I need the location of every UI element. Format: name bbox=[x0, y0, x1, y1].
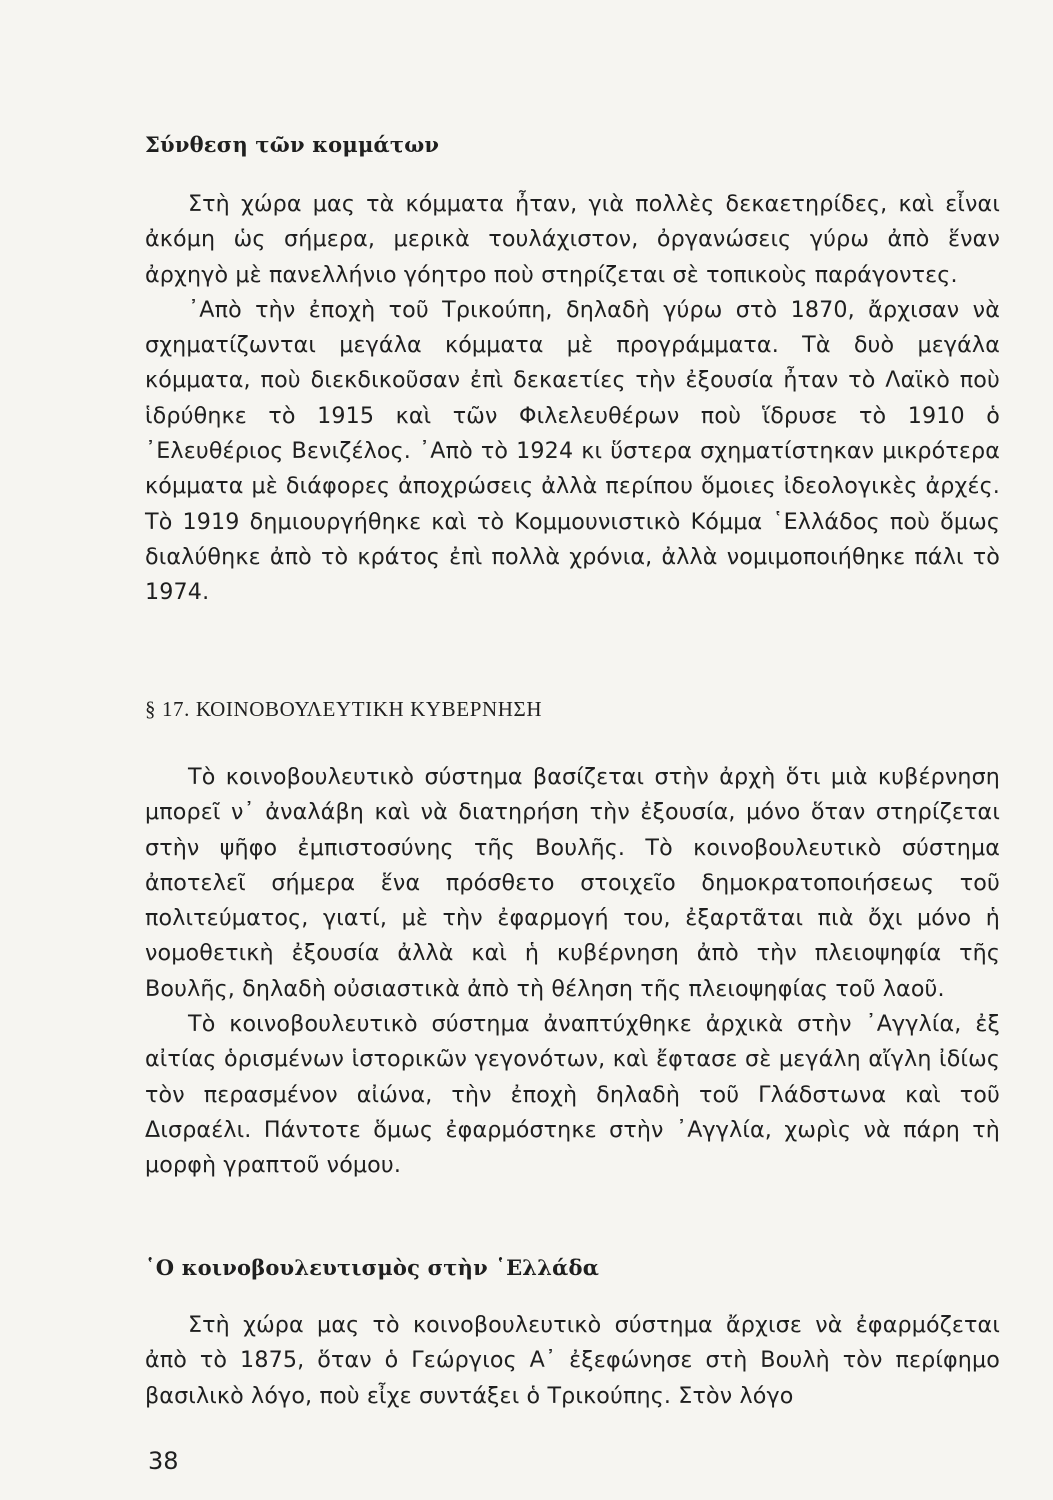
page-number: 38 bbox=[148, 1447, 179, 1475]
paragraph-block-parliamentary-government bbox=[145, 760, 1000, 1184]
subsection-heading-parliamentarism-greece: ῾Ο κοινοβουλευτισμὸς στὴν ῾Ελλάδα bbox=[145, 1255, 600, 1280]
paragraph: Στὴ χώρα μας τὰ κόμματα ἦταν, γιὰ πολλὲς δεκαετηρίδες, καὶ εἶναι ἀκόμη ὡς σήμερα, μερικὰ τουλάχιστον, ὀργανώσεις γύρω ἀπὸ ἕναν ἀρχηγὸ μὲ πανελλήνιο γόητρο ποὺ στηρίζεται σὲ τοπικοὺς παράγοντες. bbox=[145, 191, 1000, 288]
subsection-heading-party-composition: Σύνθεση τῶν κομμάτων bbox=[145, 132, 440, 157]
paragraph: Τὸ κοινοβουλευτικὸ σύστημα βασίζεται στὴν ἀρχὴ ὅτι μιὰ κυβέρνηση μπορεῖ ν᾿ ἀναλάβη καὶ νὰ διατηρήση τὴν ἐξουσία, μόνο ὅταν στηρίζεται στὴν ψῆφο ἐμπιστοσύνης τῆς Βουλῆς. Τὸ κοινοβουλευτικὸ σύστημα ἀποτελεῖ σήμερα ἕνα πρόσθετο στοιχεῖο δημοκρατοποιήσεως τοῦ πολιτεύματος, γιατί, μὲ τὴν ἐφαρμογή του, ἐξαρτᾶται πιὰ ὄχι μόνο ἡ νομοθετικὴ ἐξουσία ἀλλὰ καὶ ἡ κυβέρνηση ἀπὸ τὴν πλειοψηφία τῆς Βουλῆς, δηλαδὴ οὐσιαστικὰ ἀπὸ τὴ θέληση τῆς πλειοψηφίας τοῦ λαοῦ. bbox=[145, 764, 1000, 1002]
section-heading-parliamentary-government: § 17. ΚΟΙΝΟΒΟΥΛΕΥΤΙΚΗ ΚΥΒΕΡΝΗΣΗ bbox=[145, 697, 543, 721]
paragraph: Στὴ χώρα μας τὸ κοινοβουλευτικὸ σύστημα ἄρχισε νὰ ἐφαρμόζεται ἀπὸ τὸ 1875, ὅταν ὁ Γεώργιος Α᾿ ἐξεφώνησε στὴ Βουλὴ τὸν περίφημο βασιλικὸ λόγο, ποὺ εἶχε συντάξει ὁ Τρικούπης. Στὸν λόγο bbox=[145, 1312, 1000, 1409]
paragraph: ᾿Απὸ τὴν ἐποχὴ τοῦ Τρικούπη, δηλαδὴ γύρω στὸ 1870, ἄρχισαν νὰ σχηματίζωνται μεγάλα κόμματα μὲ προγράμματα. Τὰ δυὸ μεγάλα κόμματα, ποὺ διεκδικοῦσαν ἐπὶ δεκαετίες τὴν ἐξουσία ἦταν τὸ Λαϊκὸ ποὺ ἱδρύθηκε τὸ 1915 καὶ τῶν Φιλελευθέρων ποὺ ἵδρυσε τὸ 1910 ὁ ᾿Ελευθέριος Βενιζέλος. ᾿Απὸ τὸ 1924 κι ὕστερα σχηματίστηκαν μικρότερα κόμματα μὲ διάφορες ἀποχρώσεις ἀλλὰ περίπου ὅμοιες ἰδεολογικὲς ἀρχές. Τὸ 1919 δημιουργήθηκε καὶ τὸ Κομμουνιστικὸ Κόμμα ῾Ελλάδος ποὺ ὅμως διαλύθηκε ἀπὸ τὸ κράτος ἐπὶ πολλὰ χρόνια, ἀλλὰ νομιμοποιήθηκε πάλι τὸ 1974. bbox=[145, 296, 1000, 606]
paragraph-block-parliamentarism-greece bbox=[145, 1308, 1000, 1414]
paragraph: Τὸ κοινοβουλευτικὸ σύστημα ἀναπτύχθηκε ἀρχικὰ στὴν ᾿Αγγλία, ἐξ αἰτίας ὁρισμένων ἱστορικῶν γεγονότων, καὶ ἔφτασε σὲ μεγάλη αἴγλη ἰδίως τὸν περασμένον αἰώνα, τὴν ἐποχὴ δηλαδὴ τοῦ Γλάδστωνα καὶ τοῦ Δισραέλι. Πάντοτε ὅμως ἐφαρμόστηκε στὴν ᾿Αγγλία, χωρὶς νὰ πάρη τὴ μορφὴ γραπτοῦ νόμου. bbox=[145, 1011, 1000, 1179]
paragraph-block-party-composition bbox=[145, 187, 1000, 611]
